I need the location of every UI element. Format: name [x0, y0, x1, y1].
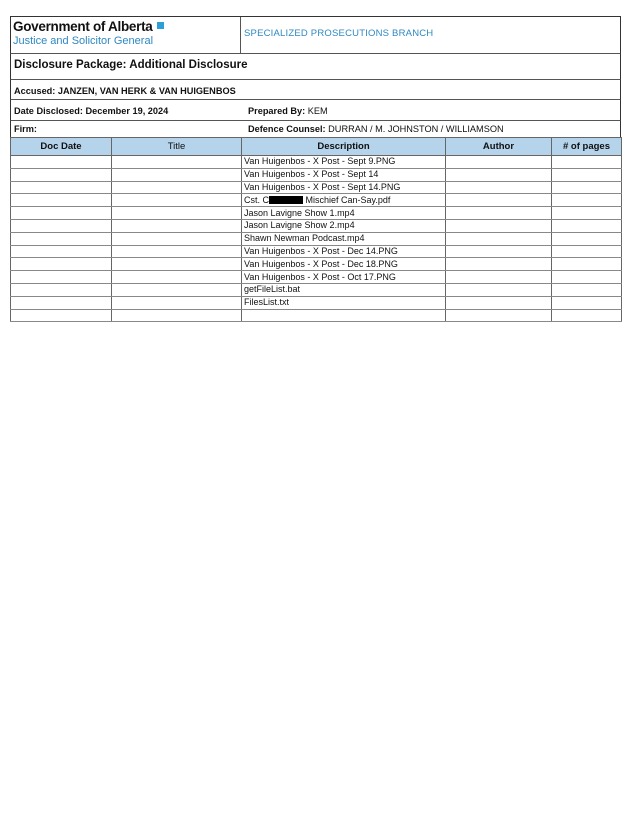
row-pages	[552, 245, 622, 258]
row-doc-date	[11, 258, 112, 271]
package-title: Disclosure Package: Additional Disclosure	[10, 53, 621, 79]
row-description: Van Huigenbos - X Post - Dec 14.PNG	[242, 245, 446, 258]
prepared-label: Prepared By:	[248, 106, 306, 116]
row-pages	[552, 309, 622, 322]
row-description	[242, 309, 446, 322]
counsel-label: Defence Counsel:	[248, 124, 326, 134]
form-header	[10, 16, 621, 53]
row-description: Jason Lavigne Show 1.mp4	[242, 207, 446, 220]
col-title: Title	[112, 138, 242, 156]
row-title	[112, 232, 242, 245]
row-author	[446, 194, 552, 207]
row-author	[446, 156, 552, 169]
date-prepared-row	[10, 99, 621, 120]
row-title	[112, 271, 242, 284]
row-title	[112, 168, 242, 181]
table-row	[11, 168, 622, 181]
row-description: FilesList.txt	[242, 296, 446, 309]
row-pages	[552, 219, 622, 232]
row-author	[446, 232, 552, 245]
col-doc-date: Doc Date	[11, 138, 112, 156]
row-author	[446, 207, 552, 220]
row-title	[112, 194, 242, 207]
row-doc-date	[11, 219, 112, 232]
row-title	[112, 207, 242, 220]
table-row	[11, 309, 622, 322]
col-description: Description	[242, 138, 446, 156]
row-pages	[552, 207, 622, 220]
row-doc-date	[11, 194, 112, 207]
row-pages	[552, 156, 622, 169]
row-author	[446, 296, 552, 309]
row-doc-date	[11, 156, 112, 169]
ministry-name: Justice and Solicitor General	[13, 35, 154, 47]
redacted-prefix: Cst. C	[244, 194, 270, 205]
row-author	[446, 283, 552, 296]
row-doc-date	[11, 296, 112, 309]
row-title	[112, 258, 242, 271]
row-description: Van Huigenbos - X Post - Dec 18.PNG	[242, 258, 446, 271]
table-row	[11, 194, 622, 207]
row-pages	[552, 283, 622, 296]
prepared-value: KEM	[307, 106, 328, 116]
row-pages	[552, 168, 622, 181]
row-pages	[552, 232, 622, 245]
redaction-block	[269, 196, 303, 204]
org-name: Government of Alberta	[13, 19, 153, 34]
row-title	[112, 219, 242, 232]
row-description: getFileList.bat	[242, 283, 446, 296]
row-description: Van Huigenbos - X Post - Sept 9.PNG	[242, 156, 446, 169]
logo-square-icon	[157, 22, 164, 29]
row-author	[446, 271, 552, 284]
col-author: Author	[446, 138, 552, 156]
table-row	[11, 156, 622, 169]
accused-value: JANZEN, VAN HERK & VAN HUIGENBOS	[57, 86, 236, 96]
row-title	[112, 283, 242, 296]
row-author	[446, 219, 552, 232]
table-row	[11, 232, 622, 245]
table-row	[11, 245, 622, 258]
row-description	[242, 194, 446, 207]
row-title	[112, 245, 242, 258]
row-doc-date	[11, 232, 112, 245]
table-row	[11, 283, 622, 296]
row-pages	[552, 271, 622, 284]
row-author	[446, 181, 552, 194]
government-logo	[11, 17, 241, 53]
table-row	[11, 207, 622, 220]
counsel-value: DURRAN / M. JOHNSTON / WILLIAMSON	[328, 124, 504, 134]
accused-row	[10, 79, 621, 99]
row-author	[446, 309, 552, 322]
table-row	[11, 296, 622, 309]
row-title	[112, 296, 242, 309]
row-doc-date	[11, 245, 112, 258]
row-description: Van Huigenbos - X Post - Sept 14.PNG	[242, 181, 446, 194]
accused-label: Accused:	[14, 86, 56, 96]
row-description: Van Huigenbos - X Post - Sept 14	[242, 168, 446, 181]
firm-counsel-row	[10, 120, 621, 137]
table-row	[11, 258, 622, 271]
row-pages	[552, 296, 622, 309]
row-author	[446, 245, 552, 258]
row-description: Shawn Newman Podcast.mp4	[242, 232, 446, 245]
table-row	[11, 271, 622, 284]
row-title	[112, 181, 242, 194]
table-row	[11, 219, 622, 232]
disclosure-form	[10, 16, 621, 322]
row-author	[446, 168, 552, 181]
row-description: Jason Lavigne Show 2.mp4	[242, 219, 446, 232]
row-pages	[552, 181, 622, 194]
row-doc-date	[11, 207, 112, 220]
row-author	[446, 258, 552, 271]
row-doc-date	[11, 181, 112, 194]
branch-name: SPECIALIZED PROSECUTIONS BRANCH	[244, 28, 434, 39]
firm-label: Firm:	[14, 124, 37, 134]
row-pages	[552, 258, 622, 271]
row-doc-date	[11, 283, 112, 296]
row-title	[112, 156, 242, 169]
row-doc-date	[11, 168, 112, 181]
table-body	[11, 156, 622, 322]
col-pages: # of pages	[552, 138, 622, 156]
disclosure-table	[10, 137, 622, 322]
row-description: Van Huigenbos - X Post - Oct 17.PNG	[242, 271, 446, 284]
date-value: December 19, 2024	[85, 106, 169, 116]
date-label: Date Disclosed:	[14, 106, 83, 116]
row-pages	[552, 194, 622, 207]
redacted-suffix: Mischief Can-Say.pdf	[303, 194, 391, 205]
table-header-row	[11, 138, 622, 156]
row-doc-date	[11, 271, 112, 284]
row-doc-date	[11, 309, 112, 322]
row-title	[112, 309, 242, 322]
table-row	[11, 181, 622, 194]
